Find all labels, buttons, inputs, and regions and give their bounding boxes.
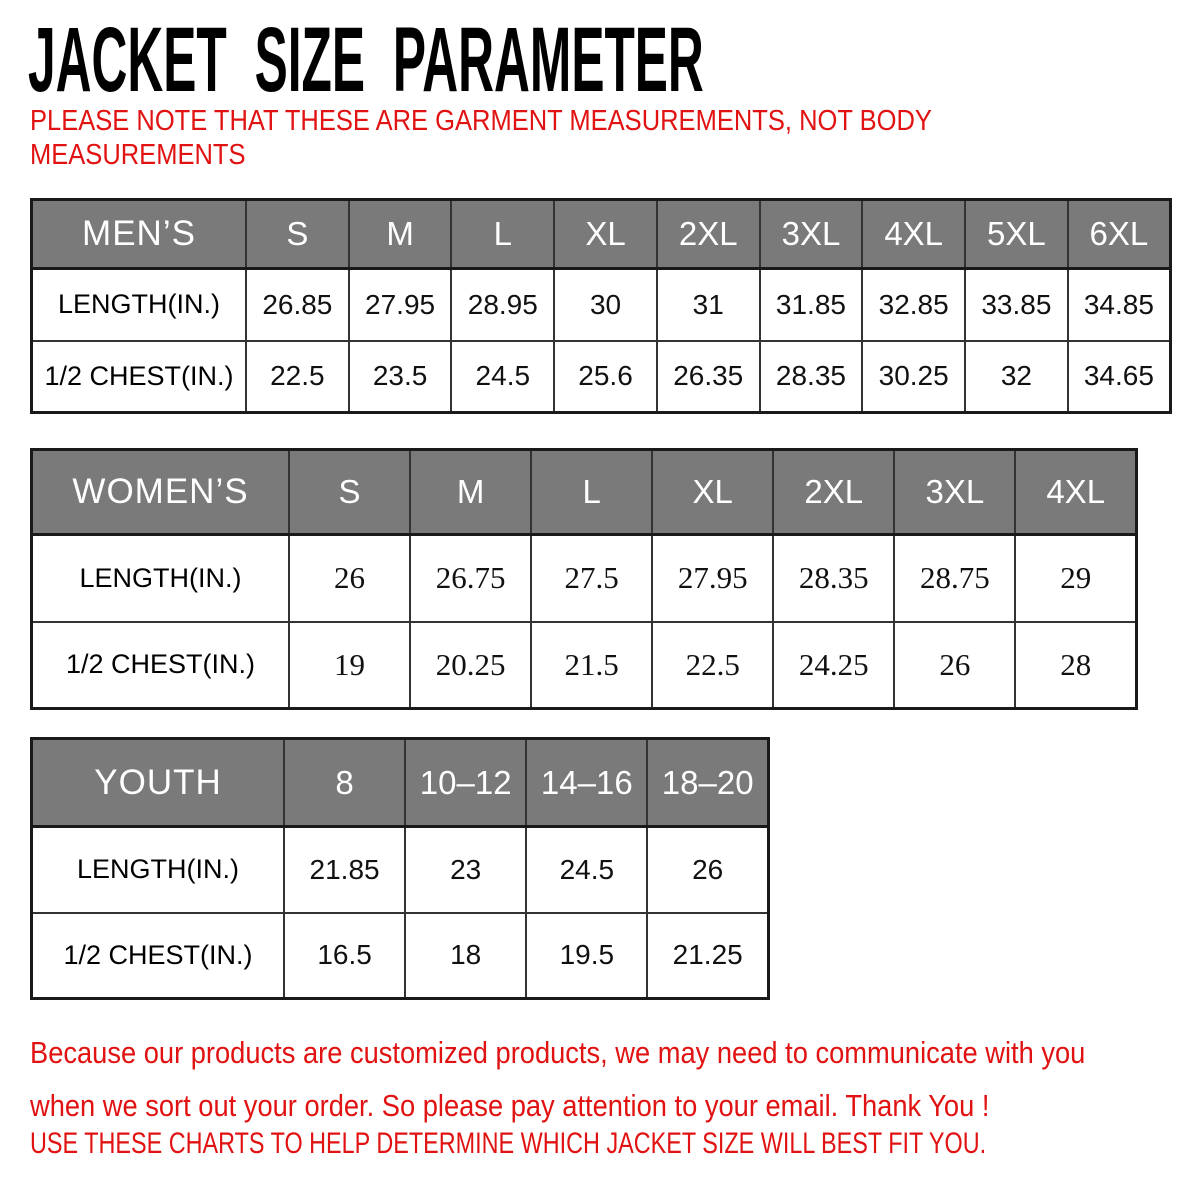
size-header-row: [32, 739, 769, 827]
size-label-cell: 3XL: [894, 450, 1015, 535]
category-name-cell: WOMEN’S: [32, 450, 290, 535]
measurement-value-cell: 26.35: [657, 341, 760, 413]
page-title: JACKET SIZE PARAMETER: [28, 9, 704, 111]
size-header-row: [32, 200, 1171, 269]
measurement-value-cell: 28.35: [773, 535, 894, 622]
measurement-value-cell: 28.75: [894, 535, 1015, 622]
size-label-cell: 8: [284, 739, 405, 827]
measurement-value-cell: 27.95: [349, 269, 452, 341]
measurement-value-cell: 28: [1015, 622, 1136, 709]
measurement-label-cell: LENGTH(IN.): [32, 827, 285, 913]
measurement-value-cell: 27.95: [652, 535, 773, 622]
garment-note-line1: PLEASE NOTE THAT THESE ARE GARMENT MEASUREMENTS, NOT BODY: [30, 105, 932, 137]
customization-notice-line2: when we sort out your order. So please pay attention to your email. Thank You !: [30, 1088, 990, 1123]
size-label-cell: S: [289, 450, 410, 535]
measurement-value-cell: 34.65: [1068, 341, 1171, 413]
size-label-cell: 10–12: [405, 739, 526, 827]
measurement-value-cell: 24.5: [451, 341, 554, 413]
measurement-value-cell: 21.5: [531, 622, 652, 709]
measurement-row: [32, 827, 769, 913]
measurement-label-cell: 1/2 CHEST(IN.): [32, 913, 285, 999]
measurement-value-cell: 32: [965, 341, 1068, 413]
measurement-value-cell: 24.25: [773, 622, 894, 709]
size-label-cell: 14–16: [526, 739, 647, 827]
mens-size-table: [30, 198, 1172, 414]
measurement-value-cell: 26: [894, 622, 1015, 709]
size-label-cell: 6XL: [1068, 200, 1171, 269]
measurement-value-cell: 31: [657, 269, 760, 341]
measurement-label-cell: LENGTH(IN.): [32, 269, 247, 341]
measurement-value-cell: 23: [405, 827, 526, 913]
measurement-value-cell: 22.5: [246, 341, 349, 413]
size-header-row: [32, 450, 1137, 535]
measurement-value-cell: 23.5: [349, 341, 452, 413]
size-label-cell: 18–20: [647, 739, 768, 827]
measurement-value-cell: 19: [289, 622, 410, 709]
measurement-value-cell: 30: [554, 269, 657, 341]
measurement-value-cell: 26: [289, 535, 410, 622]
measurement-label-cell: 1/2 CHEST(IN.): [32, 622, 290, 709]
measurement-value-cell: 20.25: [410, 622, 531, 709]
measurement-row: [32, 269, 1171, 341]
measurement-value-cell: 30.25: [862, 341, 965, 413]
size-label-cell: M: [410, 450, 531, 535]
size-label-cell: XL: [652, 450, 773, 535]
measurement-value-cell: 28.35: [760, 341, 863, 413]
customization-notice-line1: Because our products are customized products, we may need to communicate with you: [30, 1035, 1086, 1070]
measurement-value-cell: 19.5: [526, 913, 647, 999]
size-label-cell: L: [451, 200, 554, 269]
category-name-cell: YOUTH: [32, 739, 285, 827]
size-label-cell: 2XL: [657, 200, 760, 269]
measurement-value-cell: 31.85: [760, 269, 863, 341]
measurement-value-cell: 22.5: [652, 622, 773, 709]
measurement-value-cell: 28.95: [451, 269, 554, 341]
size-label-cell: 4XL: [1015, 450, 1136, 535]
measurement-value-cell: 16.5: [284, 913, 405, 999]
measurement-label-cell: LENGTH(IN.): [32, 535, 290, 622]
measurement-value-cell: 27.5: [531, 535, 652, 622]
category-name-cell: MEN’S: [32, 200, 247, 269]
measurement-row: [32, 913, 769, 999]
measurement-value-cell: 32.85: [862, 269, 965, 341]
measurement-label-cell: 1/2 CHEST(IN.): [32, 341, 247, 413]
measurement-value-cell: 26.75: [410, 535, 531, 622]
measurement-row: [32, 535, 1137, 622]
size-label-cell: 3XL: [760, 200, 863, 269]
measurement-value-cell: 21.25: [647, 913, 768, 999]
measurement-row: [32, 341, 1171, 413]
garment-note-line2: MEASUREMENTS: [30, 139, 246, 171]
size-label-cell: 2XL: [773, 450, 894, 535]
womens-size-table: [30, 448, 1138, 710]
size-chart-cta: USE THESE CHARTS TO HELP DETERMINE WHICH JACKET SIZE WILL BEST FIT YOU.: [30, 1127, 987, 1160]
measurement-value-cell: 33.85: [965, 269, 1068, 341]
size-label-cell: XL: [554, 200, 657, 269]
youth-size-table: [30, 737, 770, 1000]
measurement-value-cell: 24.5: [526, 827, 647, 913]
measurement-row: [32, 622, 1137, 709]
measurement-value-cell: 25.6: [554, 341, 657, 413]
measurement-value-cell: 21.85: [284, 827, 405, 913]
size-label-cell: 4XL: [862, 200, 965, 269]
size-label-cell: M: [349, 200, 452, 269]
measurement-value-cell: 34.85: [1068, 269, 1171, 341]
size-label-cell: 5XL: [965, 200, 1068, 269]
measurement-value-cell: 29: [1015, 535, 1136, 622]
size-label-cell: S: [246, 200, 349, 269]
measurement-value-cell: 26.85: [246, 269, 349, 341]
measurement-value-cell: 26: [647, 827, 768, 913]
garment-note: [30, 104, 1055, 172]
customization-notice: [30, 1026, 1200, 1132]
size-label-cell: L: [531, 450, 652, 535]
measurement-value-cell: 18: [405, 913, 526, 999]
